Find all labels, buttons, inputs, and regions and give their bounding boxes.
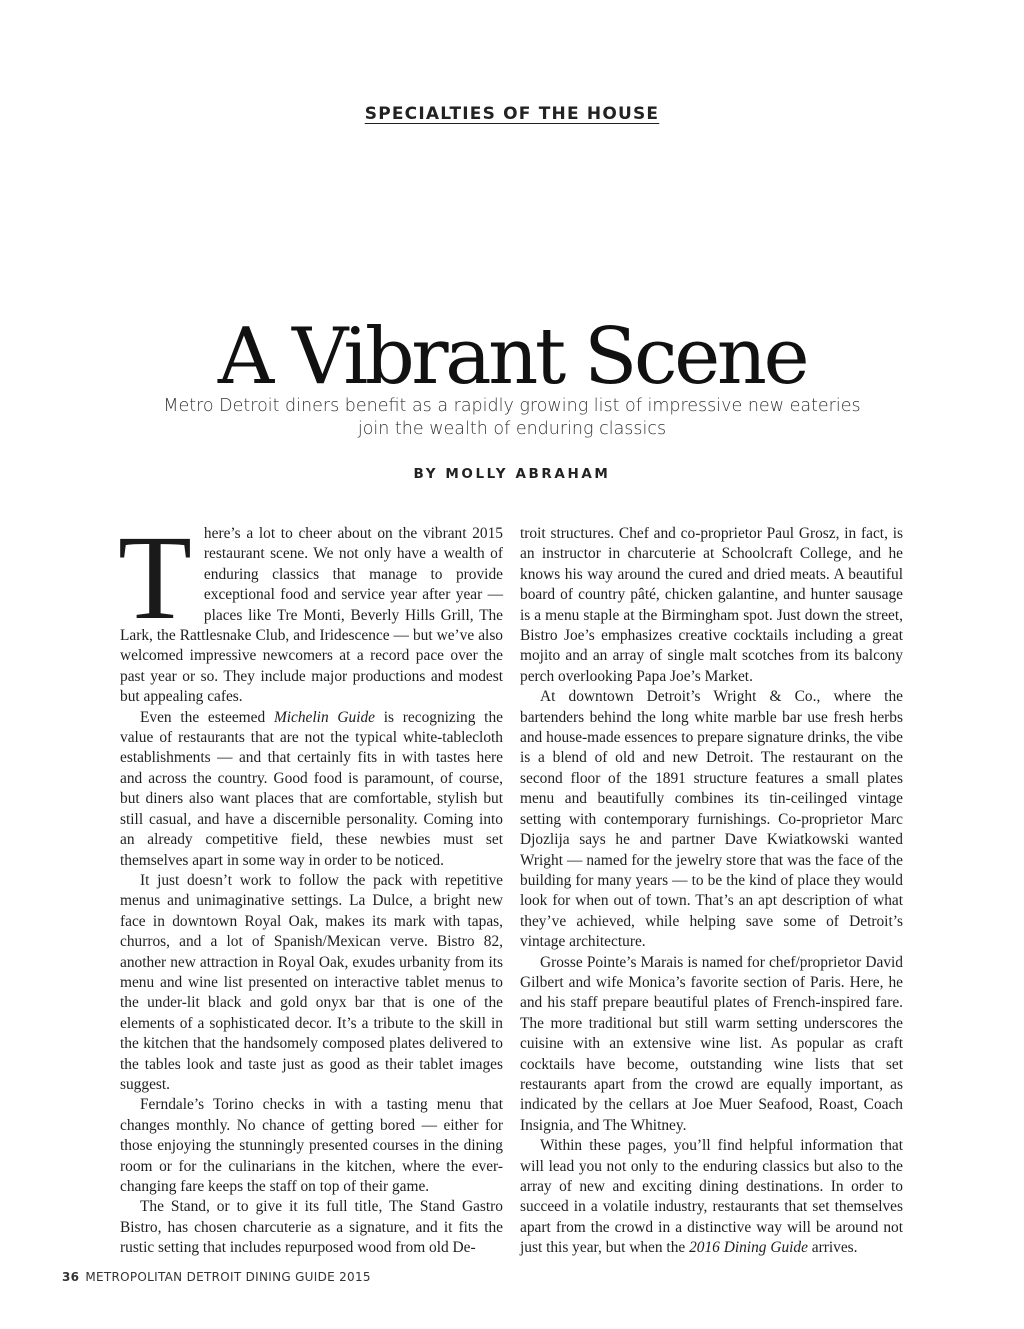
article-deck: Metro Detroit diners benefit as a rapidly growing list of impressive new eateries join the wealth of enduring classics: [163, 396, 861, 439]
page-number: 36: [62, 1270, 80, 1284]
section-label: SPECIALTIES OF THE HOUSE: [364, 104, 660, 124]
article-paragraph: Within these pages, you’ll find helpful information that will lead you not only to the enduring classics but also to the array of new and exciting dining destinations. In order to succeed in a volatile industry, restaurants that set themselves apart from the crowd in a distinctive way will be around not just this year, but when the 2016 Dining Guide arrives.: [520, 1137, 903, 1257]
article-paragraph: Even the esteemed Michelin Guide is recognizing the value of restaurants that are not the typical white-tablecloth establishments — and that certainly fits in with tastes here and across the country. Good food is paramount, of course, but diners also want places that are comfortable, stylish but still casual, and have a discernible personality. Coming into an already competitive field, these newbies must set themselves apart in some way in order to be noticed.: [120, 708, 503, 869]
article-paragraph: Grosse Pointe’s Marais is named for chef/proprietor David Gilbert and wife Monica’s favorite section of Paris. Here, he and his staff prepare beautiful plates of French-inspired fare. The more traditional but still warm setting underscores the cuisine with an extensive wine list. As popular as craft cocktails have become, outstanding wine lists that set restaurants apart from the crowd are equally important, as indicated by the cellars at Joe Muer Seafood, Roast, Coach Insignia, and The Whitney.: [520, 953, 903, 1134]
article-paragraph-continued: troit structures. Chef and co-proprietor Paul Grosz, in fact, is an instructor in charcuterie at Schoolcraft College, and he knows his way around the cured and dried meats. A beautiful board of country pâté, chicken galantine, and hunter sausage is a menu staple at the Birmingham spot. Just down the street, Bistro Joe’s emphasizes creative cocktails including a great mojito and an array of single malt scotches from its balcony perch overlooking Papa Joe’s Market.: [520, 525, 903, 685]
article-paragraph: There’s a lot to cheer about on the vibrant 2015 restaurant scene. We not only have a wealth of enduring classics that manage to provide exceptional food and service year after year — places like Tre Monti, Beverly Hills Grill, The Lark, the Rattlesnake Club, and Iridescence — but we’ve also welcomed impressive newcomers at a record pace over the past year or so. They include major productions and modest but appealing cafes.: [118, 511, 503, 706]
publication-title: 2016 Dining Guide: [689, 1239, 808, 1257]
publication-title: Michelin Guide: [273, 708, 376, 726]
article-paragraph: It just doesn’t work to follow the pack with repetitive menus and unimaginative settings. La Dulce, a bright new face in downtown Royal Oak, makes its mark with tapas, churros, and a lot of Spanish/Mexican verve. Bistro 82, another new attraction in Royal Oak, exudes urbanity from its menu and wine list presented on interactive tablet menus to the under-lit black and gold onyx bar that is one of the elements of a sophisticated decor. It’s a tribute to the skill in the kitchen that the handsomely composed plates delivered to the tables look and taste just as good as their tablet images suggest.: [120, 871, 503, 1093]
article-column-left: [118, 511, 503, 1259]
page-footer: [62, 1270, 371, 1284]
article-paragraph: At downtown Detroit’s Wright & Co., where the bartenders behind the long white marble bar use fresh herbs and house-made essences to prepare signature drinks, the vibe is a blend of old and new Detroit. The restaurant on the second floor of the 1891 structure features a small plates menu and beautifully combines its tin-ceilinged vintage setting with contemporary furnishings. Co-proprietor Marc Djozlija says he and partner Dave Kwiatkowski wanted Wright — named for the jewelry store that was the face of the building for many years — to be the kind of place they would look for when out of town. That’s an apt description of what they’ve achieved, while helping save some of Detroit’s vintage architecture.: [520, 688, 903, 951]
article-paragraph: Ferndale’s Torino checks in with a tasting menu that changes monthly. No chance of getting bored — either for those enjoying the stunningly presented courses in the dining room or for the culinarians in the kitchen, where the ever-changing fare keeps the staff on top of their game.: [120, 1096, 503, 1195]
article-paragraph: The Stand, or to give it its full title, The Stand Gastro Bistro, has chosen charcuterie as a signature, and it fits the rustic setting that includes repurposed wood from old De-: [120, 1198, 503, 1257]
drop-cap: T: [118, 511, 192, 645]
publication-name: METROPOLITAN DETROIT DINING GUIDE 2015: [85, 1270, 371, 1284]
article-column-right: [520, 524, 903, 1259]
article-headline: A Vibrant Scene: [217, 312, 807, 402]
byline: BY MOLLY ABRAHAM: [413, 466, 611, 482]
